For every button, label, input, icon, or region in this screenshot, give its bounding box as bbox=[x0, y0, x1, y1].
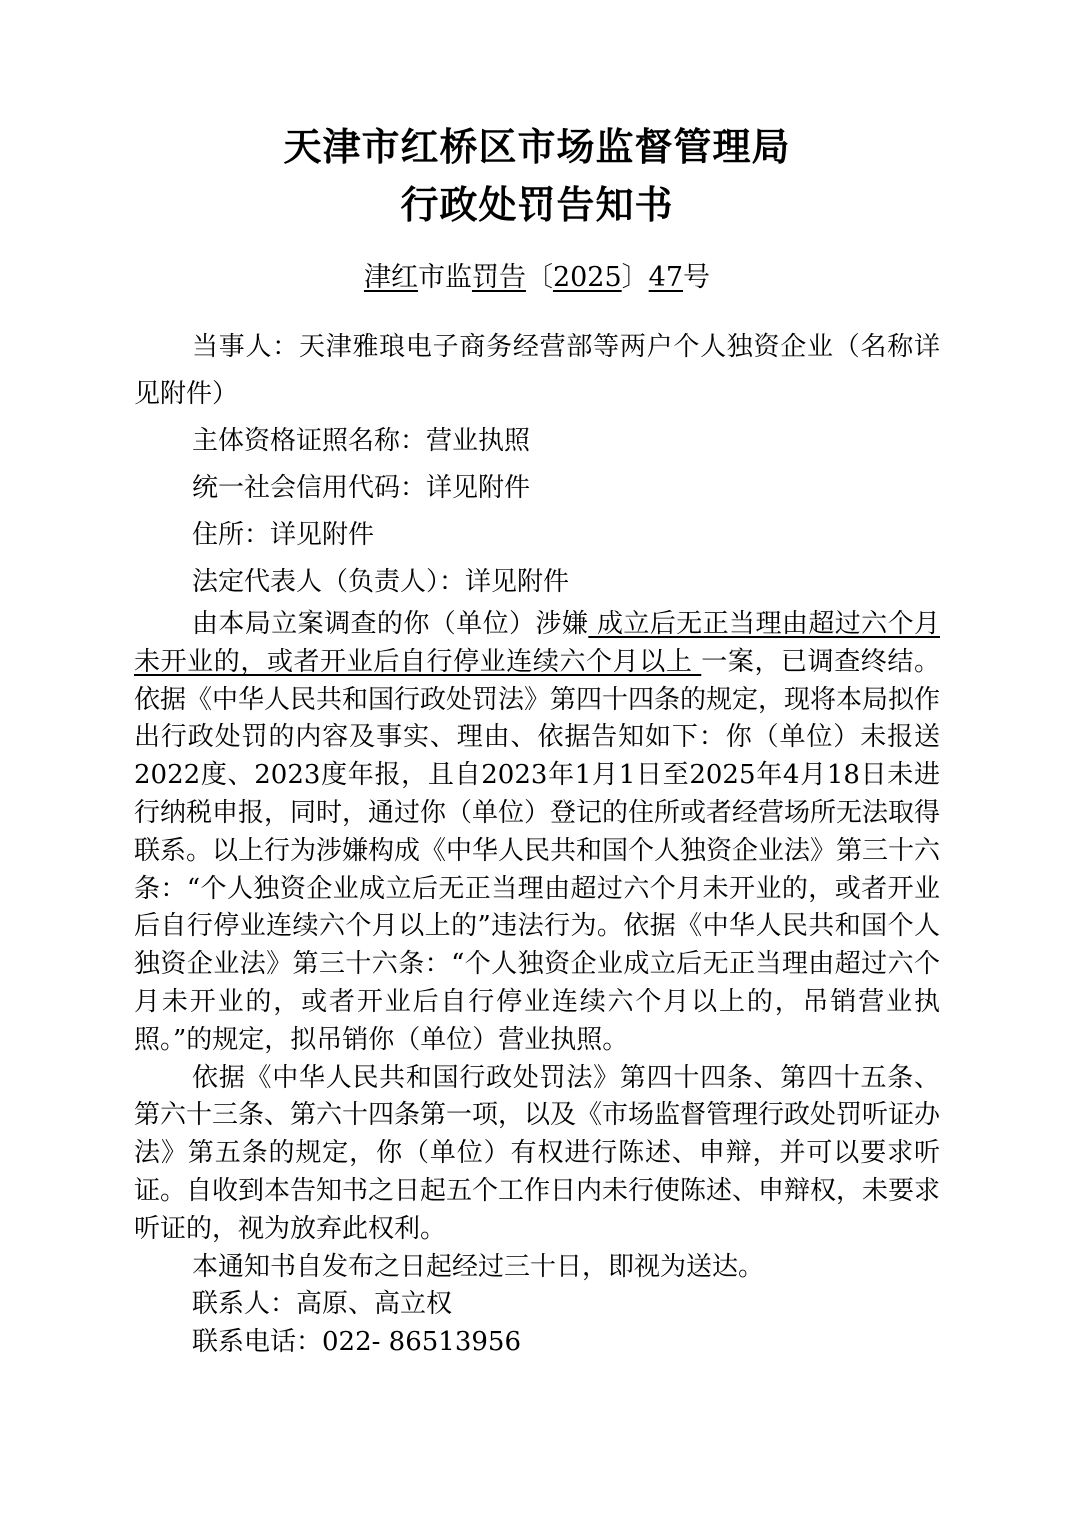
legal-rep-line: 法定代表人（负责人）：详见附件 bbox=[192, 567, 570, 597]
doc-number-suffix: 号 bbox=[683, 262, 711, 293]
doc-number-year: 2025 bbox=[552, 262, 622, 293]
doc-number-bracket-open: 〔 bbox=[525, 262, 553, 293]
rights-paragraph: 依据《中华人民共和国行政处罚法》第四十四条、第四十五条、第六十三条、第六十四条第一项，以及《市场监督管理行政处罚听证办法》第五条的规定，你（单位）有权进行陈述、申辩，并可以要求听证。自收到本告知书之日起五个工作日内未行使陈述、申辩权，未要求听证的，视为放弃此权利。 bbox=[134, 1062, 941, 1244]
credit-code-line: 统一社会信用代码：详见附件 bbox=[192, 473, 531, 503]
case-name: 成立后无正当理由超过六个月未开业的，或者开业后自行停业连续六个月以上 bbox=[134, 609, 940, 677]
service-paragraph: 本通知书自发布之日起经过三十日，即视为送达。 bbox=[192, 1251, 765, 1282]
contact-phone: 联系电话：022- 86513956 bbox=[192, 1327, 522, 1358]
facts-lead: 由本局立案调查的你（单位）涉嫌 bbox=[192, 609, 589, 639]
facts-paragraph bbox=[134, 606, 940, 1060]
document-title: 行政处罚告知书 bbox=[400, 183, 674, 227]
doc-number-part3: 罚告 bbox=[471, 262, 526, 293]
facts-rest: 一案，已调查终结。依据《中华人民共和国行政处罚法》第四十四条的规定，现将本局拟作出行政处罚的内容及事实、理由、依据告知如下：你（单位）未报送2022度、2023度年报，且自2023年1月1日至2025年4月18日未进行纳税申报，同时，通过你（单位）登记的住所或者经营场所无法取得联系。以上行为涉嫌构成《中华人民共和国个人独资企业法》第三十六条：“个人独资企业成立后无正当理由超过六个月未开业的，或者开业后自行停业连续六个月以上的”违法行为。依据《中华人民共和国个人独资企业法》第三十六条：“个人独资企业成立后无正当理由超过六个月未开业的，或者开业后自行停业连续六个月以上的，吊销营业执照。”的规定，拟吊销你（单位）营业执照。 bbox=[134, 646, 941, 1055]
address-line: 住所：详见附件 bbox=[192, 520, 375, 550]
party-line: 当事人：天津雅琅电子商务经营部等两户个人独资企业（名称详见附件） bbox=[134, 332, 940, 409]
license-name-line: 主体资格证照名称：营业执照 bbox=[192, 426, 531, 456]
doc-number-part2: 市监 bbox=[417, 262, 472, 293]
document-number bbox=[0, 255, 1074, 294]
contact-persons: 联系人：高原、高立权 bbox=[192, 1289, 453, 1320]
notice-body bbox=[134, 324, 940, 1362]
agency-title: 天津市红桥区市场监督管理局 bbox=[283, 125, 791, 169]
doc-number-part1: 津红 bbox=[363, 262, 418, 293]
doc-number-serial: 47 bbox=[648, 262, 684, 293]
doc-number-bracket-close: 〕 bbox=[621, 262, 649, 293]
